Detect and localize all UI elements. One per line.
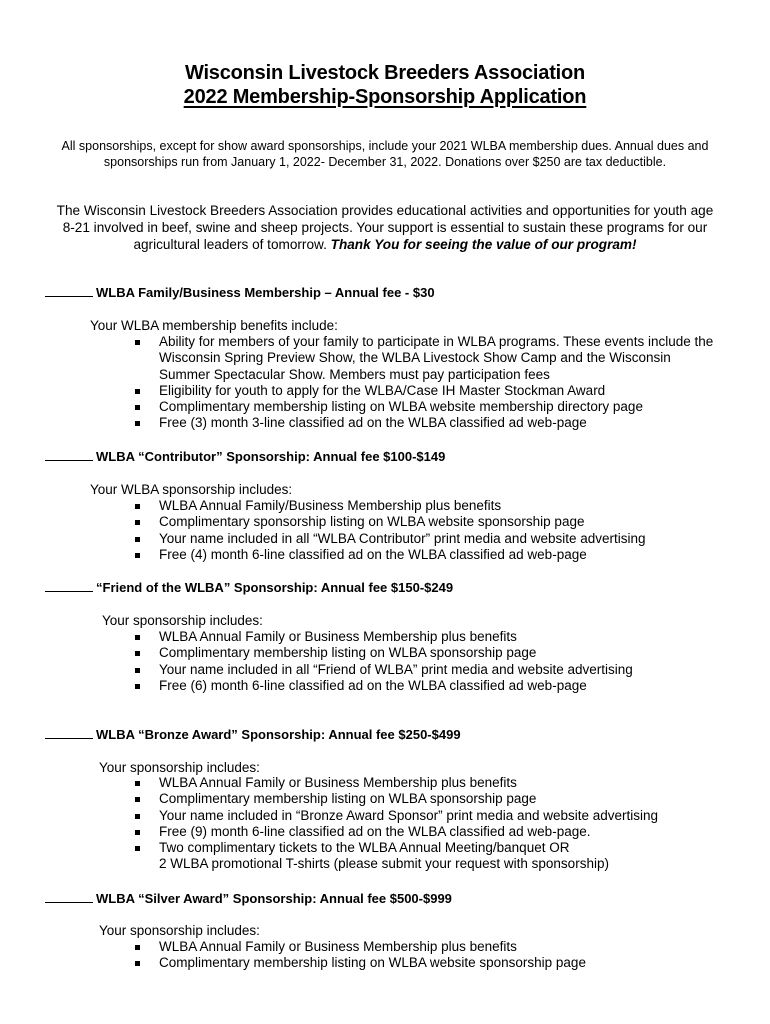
benefits-list: [133, 775, 658, 873]
list-item: Free (3) month 3-line classified ad on the WLBA classified ad web-page: [133, 415, 713, 431]
intro-line: All sponsorships, except for show award sponsorships, include your 2021 WLBA membership dues. Annual dues and: [61, 139, 709, 153]
thank-you-text: Thank You for seeing the value of our program!: [330, 237, 637, 252]
list-item: Ability for members of your family to participate in WLBA programs. These events include the: [133, 334, 713, 350]
list-item: Complimentary membership listing on WLBA sponsorship page: [133, 645, 633, 661]
section-heading-bronze: [45, 727, 461, 742]
section-title: WLBA “Bronze Award” Sponsorship: Annual fee $250-$499: [96, 727, 461, 742]
section-intro: Your sponsorship includes:: [99, 760, 260, 775]
section-intro: Your sponsorship includes:: [102, 613, 263, 628]
mission-line: [35, 236, 735, 253]
section-heading-family-membership: [45, 285, 435, 300]
list-item: Complimentary membership listing on WLBA sponsorship page: [133, 791, 658, 807]
list-item: Free (9) month 6-line classified ad on the WLBA classified ad web-page.: [133, 824, 658, 840]
section-title: “Friend of the WLBA” Sponsorship: Annual fee $150-$249: [96, 580, 454, 595]
list-item: Complimentary sponsorship listing on WLBA website sponsorship page: [133, 514, 646, 530]
list-item: Wisconsin Spring Preview Show, the WLBA Livestock Show Camp and the Wisconsin: [159, 350, 671, 366]
benefits-list: [133, 939, 586, 972]
list-item: Free (4) month 6-line classified ad on the WLBA classified ad web-page: [133, 547, 646, 563]
list-item: Your name included in “Bronze Award Sponsor” print media and website advertising: [133, 808, 658, 824]
list-item: WLBA Annual Family or Business Membership plus benefits: [133, 629, 633, 645]
section-heading-friend: [45, 580, 453, 595]
list-item: WLBA Annual Family/Business Membership plus benefits: [133, 498, 646, 514]
benefits-list: [133, 629, 633, 694]
checkbox-blank-line[interactable]: [45, 285, 93, 297]
benefits-list: [133, 334, 713, 432]
section-title: WLBA “Contributor” Sponsorship: Annual fee $100-$149: [96, 449, 446, 464]
list-item: Complimentary membership listing on WLBA website membership directory page: [133, 399, 713, 415]
intro-paragraph: [40, 138, 730, 170]
checkbox-blank-line[interactable]: [45, 727, 93, 739]
list-item: WLBA Annual Family or Business Membership plus benefits: [133, 939, 586, 955]
list-item: Your name included in all “WLBA Contributor” print media and website advertising: [133, 531, 646, 547]
mission-line: 8-21 involved in beef, swine and sheep projects. Your support is essential to sustain these programs for our: [62, 220, 708, 235]
benefits-list: [133, 498, 646, 563]
mission-text: agricultural leaders of tomorrow.: [133, 237, 331, 252]
mission-paragraph: [35, 202, 735, 253]
list-item: Two complimentary tickets to the WLBA Annual Meeting/banquet OR: [133, 840, 658, 856]
checkbox-blank-line[interactable]: [45, 449, 93, 461]
section-intro: Your WLBA membership benefits include:: [90, 318, 338, 333]
section-intro: Your WLBA sponsorship includes:: [90, 482, 293, 497]
mission-line: The Wisconsin Livestock Breeders Association provides educational activities and opportunities for youth age: [56, 203, 714, 218]
list-item: Eligibility for youth to apply for the WLBA/Case IH Master Stockman Award: [133, 383, 713, 399]
list-item: Free (6) month 6-line classified ad on the WLBA classified ad web-page: [133, 678, 633, 694]
section-intro: Your sponsorship includes:: [99, 923, 260, 938]
checkbox-blank-line[interactable]: [45, 891, 93, 903]
list-item: 2 WLBA promotional T-shirts (please submit your request with sponsorship): [159, 856, 609, 872]
document-title: Wisconsin Livestock Breeders Association: [184, 62, 586, 84]
section-title: WLBA “Silver Award” Sponsorship: Annual fee $500-$999: [96, 891, 452, 906]
intro-line: sponsorships run from January 1, 2022- December 31, 2022. Donations over $250 are tax deductible.: [103, 155, 667, 169]
list-item: Summer Spectacular Show. Members must pay participation fees: [159, 366, 550, 382]
checkbox-blank-line[interactable]: [45, 580, 93, 592]
list-item: Your name included in all “Friend of WLBA” print media and website advertising: [133, 662, 633, 678]
list-item: Complimentary membership listing on WLBA website sponsorship page: [133, 955, 586, 971]
section-heading-contributor: [45, 449, 445, 464]
list-item: WLBA Annual Family or Business Membership plus benefits: [133, 775, 658, 791]
document-subtitle: 2022 Membership-Sponsorship Application: [183, 86, 587, 108]
section-heading-silver: [45, 891, 452, 906]
section-title: WLBA Family/Business Membership – Annual fee - $30: [96, 285, 435, 300]
